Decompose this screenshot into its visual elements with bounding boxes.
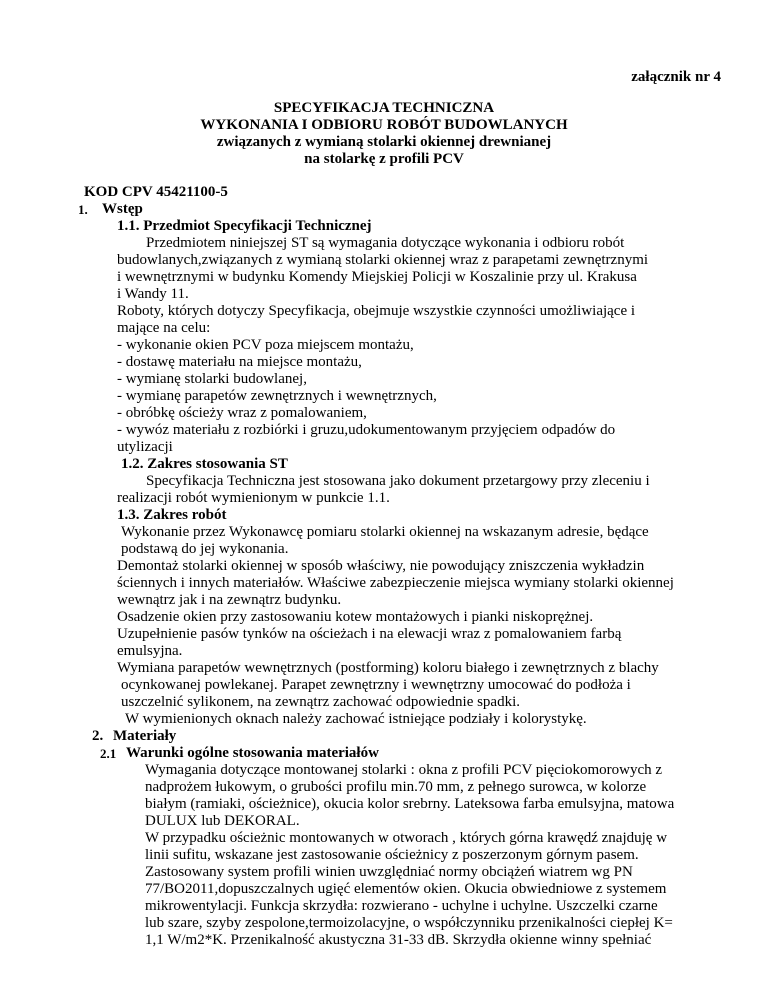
doc-title-line-2: WYKONANIA I ODBIORU ROBÓT BUDOWLANYCH [200, 117, 568, 133]
doc-title-line-1: SPECYFIKACJA TECHNICZNA [273, 100, 495, 116]
section-1-3-line: Uzupełnienie pasów tynków na ościeżach i na elewacji wraz z pomalowaniem farbą [117, 626, 622, 642]
section-1-1-line: i wewnętrznymi w budynku Komendy Miejskiej Policji w Koszalinie przy ul. Krakusa [117, 269, 637, 285]
section-2-1-line: lub szare, szyby zespolone,termoizolacyjne, o współczynniku przenikalności ciepłej K= [145, 915, 673, 931]
section-1-1-line: Roboty, których dotyczy Specyfikacja, obejmuje wszystkie czynności umożliwiające i [117, 303, 636, 319]
section-1-2-line: Specyfikacja Techniczna jest stosowana jako dokument przetargowy przy zleceniu i [146, 473, 650, 489]
section-1-3-line: podstawą do jej wykonania. [121, 541, 289, 557]
section-1-title: Wstęp [102, 201, 143, 217]
section-1-3-line: Wymiana parapetów wewnętrznych (postforming) koloru białego i zewnętrznych z blachy [117, 660, 659, 676]
scope-list-item: - wywóz materiału z rozbiórki i gruzu,udokumentowanym przyjęciem odpadów do [117, 422, 616, 438]
section-1-2-title: 1.2. Zakres stosowania ST [121, 456, 288, 472]
section-2-1-line: 1,1 W/m2*K. Przenikalność akustyczna 31-33 dB. Skrzydła okienne winny spełniać [145, 932, 652, 948]
section-2-1-line: Zastosowany system profili winien uwzględniać normy obciążeń wiatrem wg PN [145, 864, 633, 880]
section-1-1-line: Przedmiotem niniejszej ST są wymagania dotyczące wykonania i odbioru robót [146, 235, 625, 251]
attachment-label: załącznik nr 4 [631, 69, 721, 85]
section-1-3-line: W wymienionych oknach należy zachować istniejące podziały i kolorystykę. [125, 711, 587, 727]
section-2-1-number: 2.1 [100, 746, 117, 761]
section-1-3-line: ocynkowanej powlekanej. Parapet zewnętrzny i wewnętrzny umocować do podłoża i [121, 677, 631, 693]
section-1-3-line: Osadzenie okien przy zastosowaniu kotew montażowych i pianki niskoprężnej. [117, 609, 594, 625]
section-1-3-line: uszczelnić sylikonem, na zewnątrz zachować odpowiednie spadki. [121, 694, 521, 710]
section-1-3-line: wewnątrz jak i na zewnątrz budynku. [117, 592, 342, 608]
section-2-1-title: Warunki ogólne stosowania materiałów [126, 745, 379, 761]
section-2-1-line: DULUX lub DEKORAL. [145, 813, 300, 829]
section-1-1-line: mające na celu: [117, 320, 211, 336]
section-2-1-line: nadprożem łukowym, o grubości profilu min.70 mm, z pełnego surowca, w kolorze [145, 779, 647, 795]
section-1-2-line: realizacji robót wymienionym w punkcie 1.1. [117, 490, 390, 506]
scope-list-item: utylizacji [117, 439, 173, 455]
section-2-1-line: linii sufitu, wskazane jest zastosowanie ościeżnicy z poszerzonym górnym pasem. [145, 847, 639, 863]
section-1-1-line: budowlanych,związanych z wymianą stolarki okiennej wraz z parapetami zewnętrznymi [117, 252, 649, 268]
section-1-3-title: 1.3. Zakres robót [117, 507, 227, 523]
cpv-code: KOD CPV 45421100-5 [84, 184, 228, 200]
section-1-3-line: Wykonanie przez Wykonawcę pomiaru stolarki okiennej na wskazanym adresie, będące [121, 524, 649, 540]
scope-list-item: - dostawę materiału na miejsce montażu, [117, 354, 362, 370]
section-1-3-line: Demontaż stolarki okiennej w sposób właściwy, nie powodujący zniszczenia wykładzin [117, 558, 645, 574]
section-2-number: 2. [92, 728, 104, 744]
section-2-1-line: 77/BO2011,dopuszczalnych ugięć elementów okien. Okucia obwiedniowe z systemem [145, 881, 667, 897]
section-2-1-line: mikrowentylacji. Funkcja skrzydła: rozwierano - uchylne i uchylne. Uszczelki czarne [145, 898, 658, 914]
section-1-3-line: emulsyjna. [117, 643, 183, 659]
section-2-1-line: białym (ramiaki, ościeżnice), okucia kolor srebrny. Lateksowa farba emulsyjna, matowa [145, 796, 675, 812]
scope-list-item: - obróbkę ościeży wraz z pomalowaniem, [117, 405, 367, 421]
scope-list-item: - wymianę parapetów zewnętrznych i wewnętrznych, [117, 388, 437, 404]
section-1-number: 1. [78, 202, 88, 217]
section-2-1-line: Wymagania dotyczące montowanej stolarki : okna z profili PCV pięciokomorowych z [145, 762, 663, 778]
section-2-1-line: W przypadku ościeżnic montowanych w otworach , których górna krawędź znajduję w [145, 830, 668, 846]
doc-title-line-3: związanych z wymianą stolarki okiennej drewnianej [216, 134, 552, 150]
section-1-3-line: ściennych i innych materiałów. Właściwe zabezpieczenie miejsca wymiany stolarki okiennej [117, 575, 674, 591]
section-1-1-title: 1.1. Przedmiot Specyfikacji Technicznej [117, 218, 372, 234]
doc-title-line-4: na stolarkę z profili PCV [304, 151, 464, 167]
scope-list-item: - wymianę stolarki budowlanej, [117, 371, 307, 387]
scope-list-item: - wykonanie okien PCV poza miejscem montażu, [117, 337, 414, 353]
section-2-title: Materiały [113, 728, 177, 744]
section-1-1-line: i Wandy 11. [117, 286, 189, 302]
